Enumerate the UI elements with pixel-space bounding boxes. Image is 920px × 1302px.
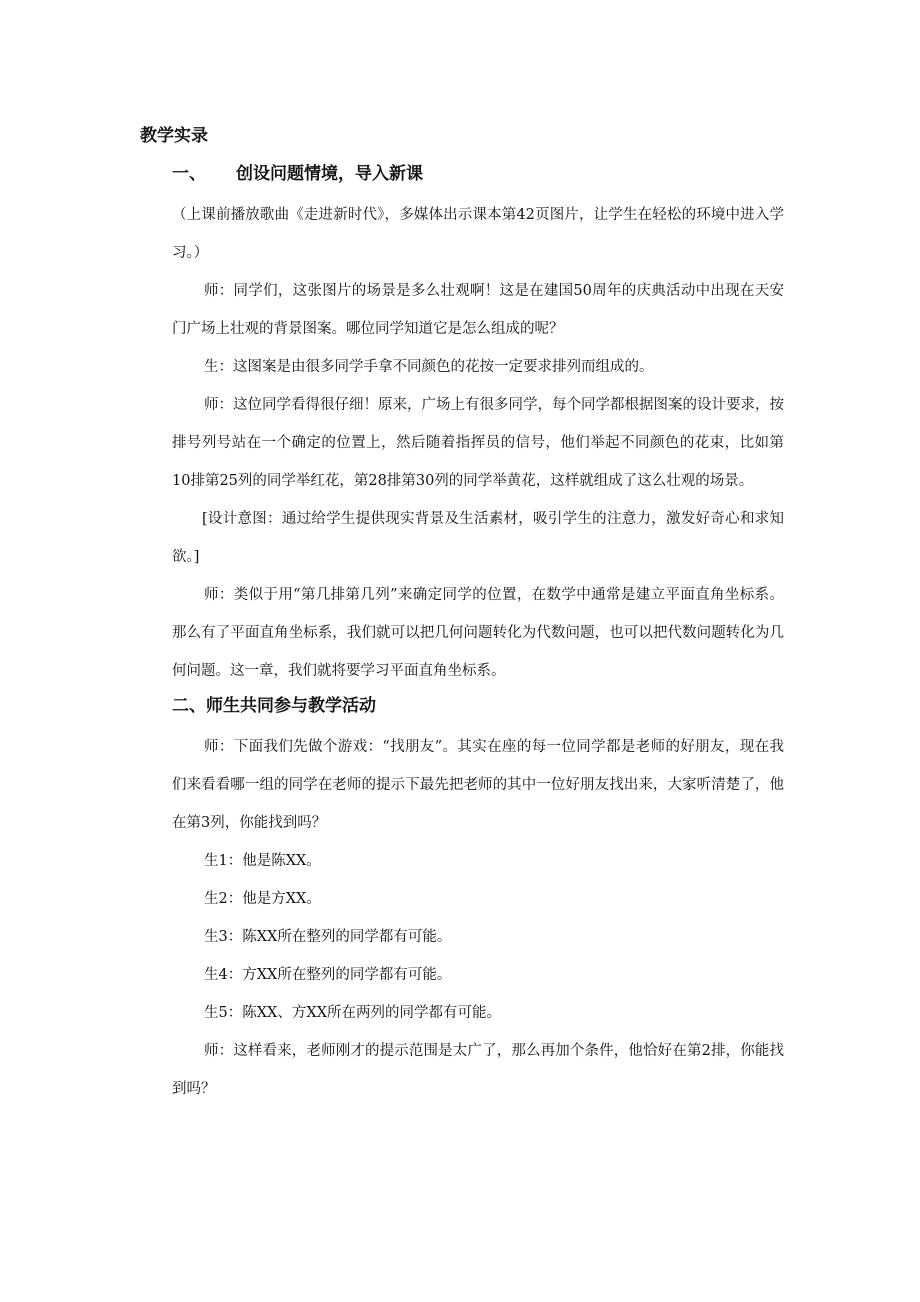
section-1-number: 一、 xyxy=(172,164,206,184)
paragraph-student-4: 生4：方XX所在整列的同学都有可能。 xyxy=(204,967,452,983)
document-body xyxy=(172,160,784,1108)
paragraph-teacher-explanation: 师：这位同学看得很仔细！原来，广场上有很多同学，每个同学都根据图案的设计要求，按排号列号站在一个确定的位置上，然后随着指挥员的信号，他们举起不同颜色的花束，比如第10排第25列的同学举红花，第28排第30列的同学举黄花，这样就组成了这么壮观的场景。 xyxy=(172,397,784,489)
section-1-title: 创设问题情境，导入新课 xyxy=(236,164,423,184)
paragraph-student-2: 生2：他是方XX。 xyxy=(204,891,321,907)
paragraph-teacher-question: 师：同学们，这张图片的场景是多么壮观啊！这是在建国50周年的庆典活动中出现在天安门广场上壮观的背景图案。哪位同学知道它是怎么组成的呢？ xyxy=(172,283,784,337)
paragraph-student-5: 生5：陈XX、方XX所在两列的同学都有可能。 xyxy=(204,1005,502,1021)
section-2-heading: 二、师生共同参与教学活动 xyxy=(172,696,376,716)
paragraph-teacher-coordinate-intro: 师：类似于用“第几排第几列”来确定同学的位置，在数学中通常是建立平面直角坐标系。那么有了平面直角坐标系，我们就可以把几何问题转化为代数问题，也可以把代数问题转化为几何问题。这一章，我们就将要学习平面直角坐标系。 xyxy=(172,587,784,679)
paragraph-design-intent: [设计意图：通过给学生提供现实背景及生活素材，吸引学生的注意力，激发好奇心和求知欲。] xyxy=(172,511,784,565)
paragraph-student-1: 生1：他是陈XX。 xyxy=(204,853,321,869)
paragraph-teacher-followup: 师：这样看来，老师刚才的提示范围是太广了，那么再加个条件，他恰好在第2排，你能找到吗？ xyxy=(172,1043,784,1097)
paragraph-student-answer: 生：这图案是由很多同学手拿不同颜色的花按一定要求排列而组成的。 xyxy=(204,359,654,375)
paragraph-student-3: 生3：陈XX所在整列的同学都有可能。 xyxy=(204,929,452,945)
paragraph-class-intro-note: （上课前播放歌曲《走进新时代》，多媒体出示课本第42页图片，让学生在轻松的环境中进入学习。） xyxy=(172,207,784,261)
section-1-heading xyxy=(172,160,784,188)
paragraph-game-intro: 师：下面我们先做个游戏：“找朋友”。其实在座的每一位同学都是老师的好朋友，现在我们来看看哪一组的同学在老师的提示下最先把老师的其中一位好朋友找出来，大家听清楚了，他在第3列，你能找到吗？ xyxy=(172,739,784,831)
document-title: 教学实录 xyxy=(140,126,208,146)
